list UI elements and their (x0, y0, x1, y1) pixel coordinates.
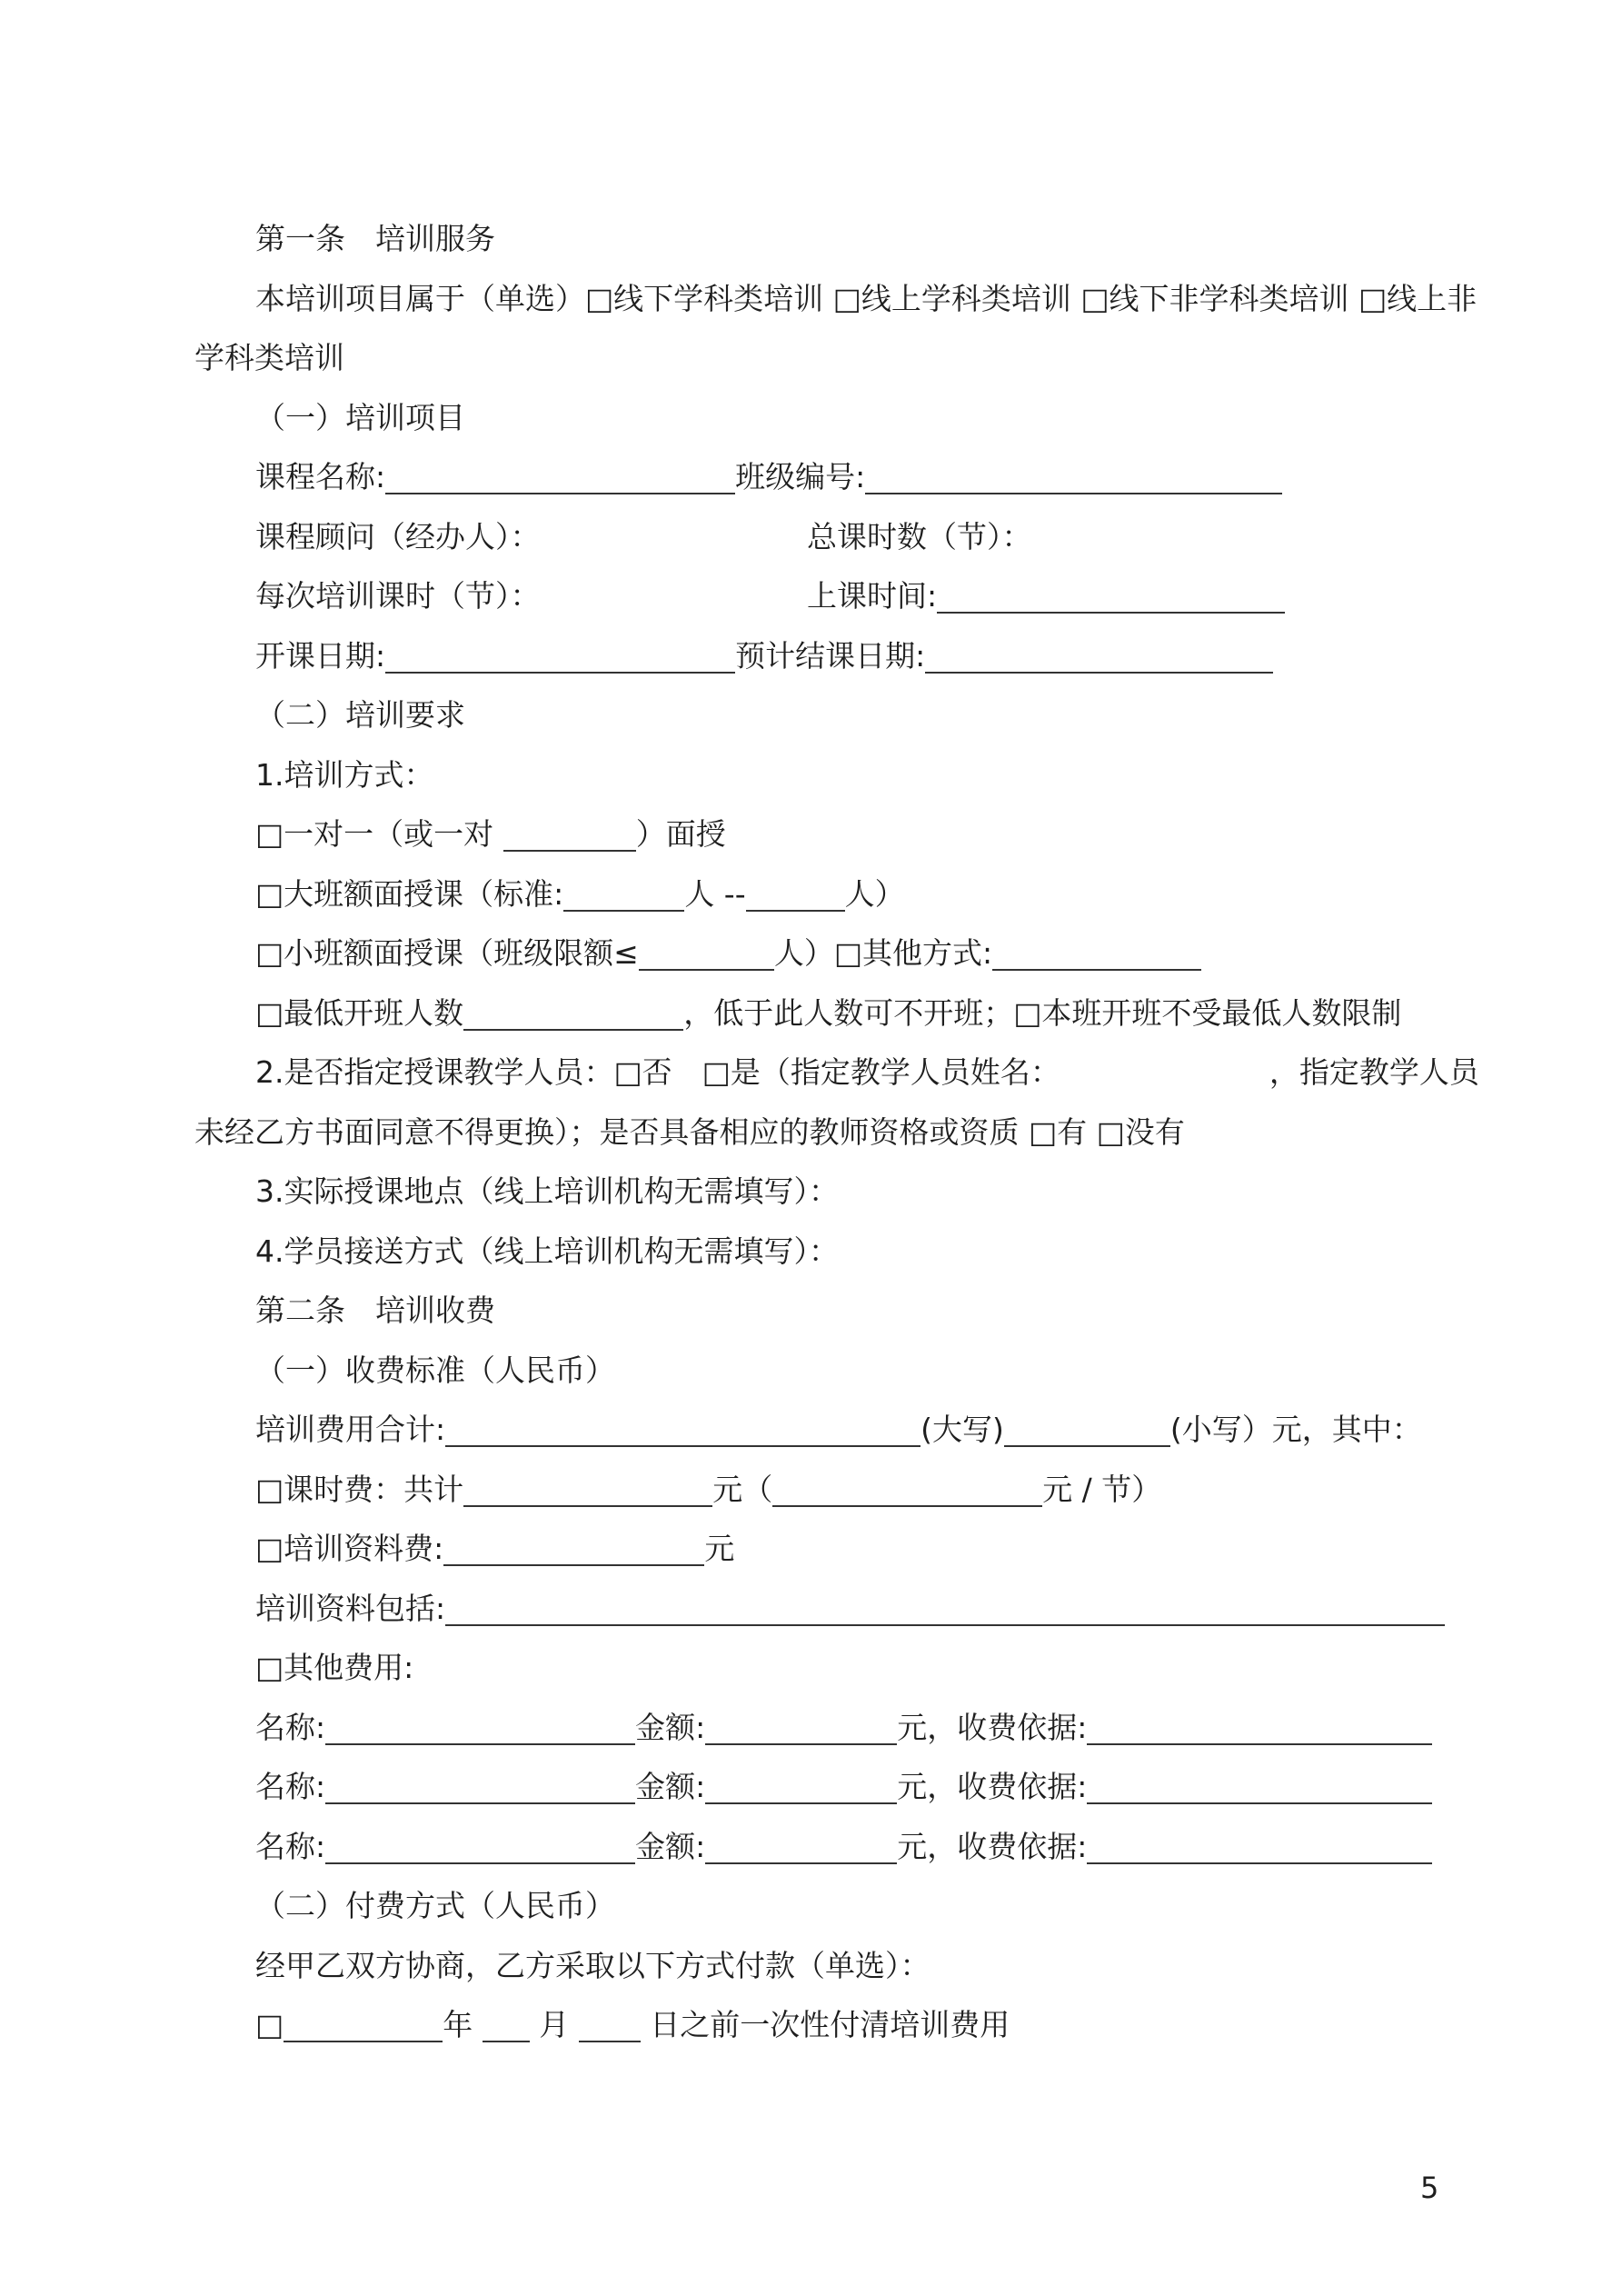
payment-intro: 经甲乙双方协商，乙方采取以下方式付款（单选）： (255, 1947, 930, 1983)
fee-amount-field[interactable] (705, 1762, 897, 1804)
label: 课程名称: (255, 459, 386, 494)
label[interactable]: □大班额面授课（标准: (255, 875, 564, 912)
month-field[interactable] (483, 2001, 530, 2042)
label: 班级编号: (735, 459, 866, 494)
training-mode-label: 1.培训方式： (255, 756, 434, 793)
label: 总课时数（节）： (807, 518, 1032, 554)
label: (大写) (920, 1412, 1004, 1447)
small-class-row (194, 923, 1441, 983)
session-row (194, 566, 1441, 626)
advisor-row (194, 507, 1441, 567)
label: 元，收费依据: (897, 1709, 1088, 1745)
label: 元 / 节） (1042, 1471, 1162, 1507)
section-training-project: （一）培训项目 (255, 399, 465, 435)
min-size-field[interactable] (563, 870, 684, 912)
label[interactable]: □课时费：共计 (255, 1471, 464, 1507)
label: 月 (539, 2007, 570, 2042)
article-1-title: 第一条 培训服务 (255, 221, 495, 256)
min-enrollment-row (194, 983, 1441, 1043)
teacher-row (194, 1043, 1479, 1103)
fee-basis-field[interactable] (1087, 1762, 1432, 1804)
year-field[interactable] (284, 2001, 443, 2042)
start-date-field[interactable] (385, 632, 735, 674)
class-limit-field[interactable] (639, 929, 774, 971)
per-lesson-fee-field[interactable] (772, 1465, 1042, 1507)
label: (小写）元，其中： (1169, 1412, 1422, 1447)
label: 预计结课日期: (735, 637, 926, 674)
label: 上课时间: (807, 578, 938, 614)
label: 元（ (712, 1471, 773, 1507)
label: 课程顾问（经办人）： (255, 518, 541, 554)
other-fees-label[interactable]: □其他费用: (255, 1650, 414, 1685)
label: 培训费用合计: (255, 1412, 446, 1447)
fee-amount-field[interactable] (705, 1822, 897, 1864)
large-class-row (194, 864, 1441, 924)
fee-basis-field[interactable] (1087, 1703, 1432, 1745)
label[interactable]: □培训资料费: (255, 1531, 444, 1566)
label: 每次培训课时（节）： (255, 578, 541, 614)
label[interactable]: 2.是否指定授课教学人员：□否 □是（指定教学人员姓名： (255, 1054, 1060, 1090)
label: 名称: (255, 1769, 326, 1804)
page-number: 5 (1420, 2171, 1439, 2205)
day-field[interactable] (579, 2001, 641, 2042)
lesson-fee-field[interactable] (463, 1465, 712, 1507)
other-fee-row (194, 1817, 1441, 1877)
fee-name-field[interactable] (325, 1822, 635, 1864)
label: ）面授 (635, 816, 726, 852)
section-fee-standard: （一）收费标准（人民币） (255, 1352, 615, 1388)
max-size-field[interactable] (746, 870, 845, 912)
label: 元，收费依据: (897, 1769, 1088, 1804)
training-type-line: 本培训项目属于（单选）□线下学科类培训 □线上学科类培训 □线下非学科类培训 □线上非 (255, 280, 1478, 316)
training-type-line-cont: 学科类培训 (194, 340, 344, 375)
one-to-n-field[interactable] (503, 810, 636, 852)
teacher-row-cont[interactable]: 未经乙方书面同意不得更换）；是否具备相应的教师资格或资质 □有 □没有 (194, 1113, 1185, 1150)
label: 人 -- (684, 875, 746, 912)
fee-amount-field[interactable] (705, 1703, 897, 1745)
label: 开课日期: (255, 637, 386, 674)
end-date-field[interactable] (925, 632, 1273, 674)
other-mode-field[interactable] (992, 929, 1201, 971)
material-fee-field[interactable] (443, 1524, 704, 1566)
lesson-fee-row (194, 1460, 1441, 1520)
label[interactable]: □最低开班人数 (255, 994, 464, 1031)
one-on-one-row (194, 804, 1441, 864)
label: 元，收费依据: (897, 1828, 1088, 1864)
label: 日之前一次性付清培训费用 (650, 2007, 1010, 2042)
article-2-title: 第二条 培训收费 (255, 1293, 495, 1328)
contract-page (194, 209, 1479, 2055)
material-includes-row (194, 1579, 1441, 1639)
transport-row: 4.学员接送方式（线上培训机构无需填写）： (255, 1233, 839, 1269)
section-payment-method: （二）付费方式（人民币） (255, 1888, 615, 1923)
label[interactable]: □一对一（或一对 (255, 816, 494, 852)
label: 金额: (635, 1769, 706, 1804)
label[interactable]: □小班额面授课（班级限额≤ (255, 935, 639, 971)
label: 培训资料包括: (255, 1590, 446, 1626)
one-time-payment-row (194, 1995, 1441, 2055)
fee-basis-field[interactable] (1087, 1822, 1432, 1864)
label: 名称: (255, 1709, 326, 1745)
location-row: 3.实际授课地点（线上培训机构无需填写）： (255, 1173, 839, 1209)
label: 人） (844, 875, 905, 912)
course-name-field[interactable] (385, 453, 735, 494)
label: 元 (704, 1531, 735, 1566)
total-fee-row (194, 1400, 1441, 1460)
label: 金额: (635, 1828, 706, 1864)
class-no-field[interactable] (865, 453, 1282, 494)
label[interactable]: ，低于此人数可不开班；□本班开班不受最低人数限制 (683, 994, 1402, 1031)
class-time-field[interactable] (937, 572, 1285, 614)
label: 名称: (255, 1828, 326, 1864)
other-fee-row (194, 1757, 1441, 1817)
label[interactable]: 人）□其他方式: (773, 935, 993, 971)
label: 金额: (635, 1709, 706, 1745)
label: ，指定教学人员 (1269, 1054, 1479, 1090)
checkbox[interactable]: □ (255, 2007, 284, 2042)
other-fee-row (194, 1698, 1441, 1758)
min-enrollment-field[interactable] (463, 989, 683, 1031)
section-training-requirements: （二）培训要求 (255, 697, 465, 733)
total-uppercase-field[interactable] (445, 1405, 920, 1447)
label: 年 (443, 2007, 473, 2042)
fee-name-field[interactable] (325, 1703, 635, 1745)
dates-row (194, 626, 1441, 686)
fee-name-field[interactable] (325, 1762, 635, 1804)
total-number-field[interactable] (1004, 1405, 1170, 1447)
material-includes-field[interactable] (445, 1584, 1445, 1626)
course-name-row (194, 447, 1441, 507)
material-fee-row (194, 1519, 1441, 1579)
